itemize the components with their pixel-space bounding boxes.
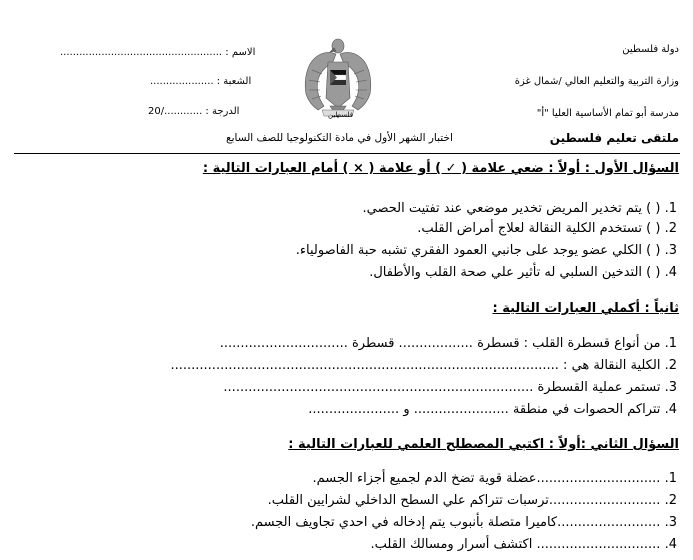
header-divider <box>14 153 680 154</box>
item-number: 4. <box>664 537 677 552</box>
item-text: من أنواع قسطرة القلب : قسطرة .................. قسطرة ............................... <box>219 336 661 351</box>
item-number: 2. <box>664 221 677 236</box>
item-number: 4. <box>664 402 677 417</box>
item-number: 3. <box>664 243 677 258</box>
list-item <box>251 515 677 530</box>
list-item <box>296 243 677 258</box>
forum-name: ملتقى تعليم فلسطين <box>549 131 679 145</box>
item-text: .........................كاميرا متصلة بأنبوب يتم إدخاله في احدي تجاويف الجسم. <box>250 515 661 530</box>
list-item <box>220 336 677 351</box>
list-item <box>371 537 677 552</box>
list-item <box>417 221 677 236</box>
grade-field: الدرجة : ............/20 <box>148 106 240 117</box>
section-field: الشعبة : .................... <box>150 76 252 87</box>
emblem-caption: فلسطين <box>328 111 354 119</box>
item-number: 1. <box>664 201 677 216</box>
item-number: 1. <box>664 471 677 486</box>
item-text: الكلية النقالة هي : .............................................................................................. <box>170 358 661 373</box>
school-name: مدرسة أبو تمام الأساسية العليا "أ" <box>536 108 679 119</box>
item-text: ( ) الكلي عضو يوجد على جانبي العمود الفقري تشبه حبة الفاصولياء. <box>295 243 661 258</box>
section2-title: ثانياً : أكملي العبارات التالية : <box>492 301 679 316</box>
item-text: ( ) التدخين السلبي له تأثير علي صحة القلب والأطفال. <box>369 265 661 280</box>
section3-title: السؤال الثاني :أولاً : اكتبي المصطلح العلمي للعبارات التالية : <box>288 437 679 452</box>
state-name: دولة فلسطين <box>622 44 679 55</box>
ministry-name: وزارة التربية والتعليم العالي /شمال غزة <box>514 76 679 87</box>
item-text: ( ) تستخدم الكلية النقالة لعلاج أمراض القلب. <box>417 221 661 236</box>
section1-title: السؤال الأول : أولاً : ضعي علامة ( ✓ ) أو علامة ( × ) أمام العبارات التالية : <box>202 161 679 176</box>
list-item <box>363 201 677 216</box>
item-number: 2. <box>664 358 677 373</box>
item-number: 3. <box>664 515 677 530</box>
list-item <box>308 402 677 417</box>
item-text: ..............................عضلة قوية تضخ الدم لجميع أجزاء الجسم. <box>312 471 661 486</box>
student-name-field: الاسم : ................................................... <box>60 47 256 58</box>
item-text: تستمر عملية القسطرة ........................................................................... <box>223 380 661 395</box>
item-text: ( ) يتم تخدير المريض تخدير موضعي عند تفتيت الحصي. <box>362 201 661 216</box>
item-number: 3. <box>664 380 677 395</box>
item-text: ...........................ترسبات تتراكم علي السطح الداخلي لشرايين القلب. <box>267 493 661 508</box>
item-text: تتراكم الحصوات في منطقة ....................... و ...................... <box>308 402 661 417</box>
exam-title: اختبار الشهر الأول في مادة التكنولوجيا للصف السابع <box>226 132 453 144</box>
item-text: .............................. اكتشف أسرار ومسالك القلب. <box>370 537 661 552</box>
list-item <box>223 380 677 395</box>
list-item <box>268 493 677 508</box>
item-number: 1. <box>664 336 677 351</box>
item-number: 2. <box>664 493 677 508</box>
list-item <box>369 265 677 280</box>
item-number: 4. <box>664 265 677 280</box>
list-item <box>170 358 677 373</box>
list-item <box>313 471 677 486</box>
